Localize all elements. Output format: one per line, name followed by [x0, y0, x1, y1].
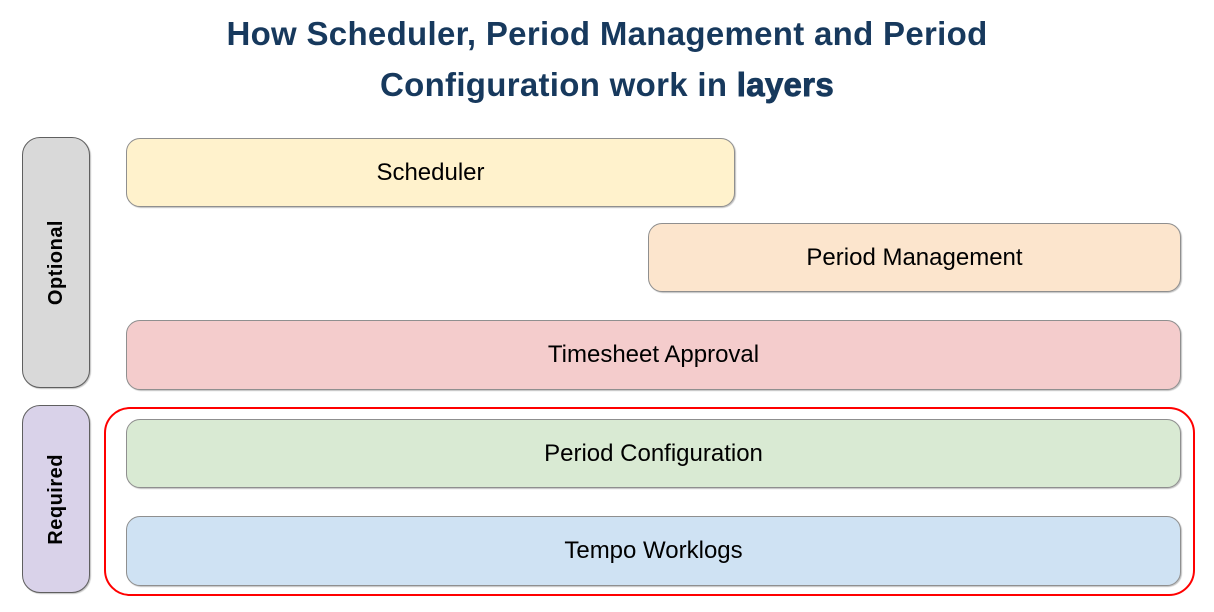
layer-bar-period-management-label: Period Management [806, 243, 1023, 271]
layer-bar-tempo-worklogs [126, 516, 1181, 586]
required-group-label-box [22, 405, 90, 593]
layer-bar-scheduler [126, 138, 735, 207]
layer-bar-period-configuration-label: Period Configuration [544, 439, 763, 467]
required-group-label: Required [44, 453, 67, 545]
layer-bar-period-configuration [126, 419, 1181, 488]
layer-bar-scheduler-label: Scheduler [376, 158, 485, 186]
page-title-line-1: How Scheduler, Period Management and Period [226, 15, 988, 52]
page-title-line-2 [0, 59, 1214, 110]
page-title-line-2-regular: Configuration work in [380, 66, 737, 103]
layer-bar-timesheet-approval [126, 320, 1181, 390]
optional-group-label: Optional [44, 219, 67, 306]
page-title [0, 8, 1214, 110]
optional-group-label-box [22, 137, 90, 388]
layer-bar-period-management [648, 223, 1181, 292]
page-title-line-2-bold: layers [736, 66, 834, 103]
layer-bar-tempo-worklogs-label: Tempo Worklogs [564, 537, 743, 564]
layer-bar-timesheet-approval-label: Timesheet Approval [547, 341, 760, 368]
